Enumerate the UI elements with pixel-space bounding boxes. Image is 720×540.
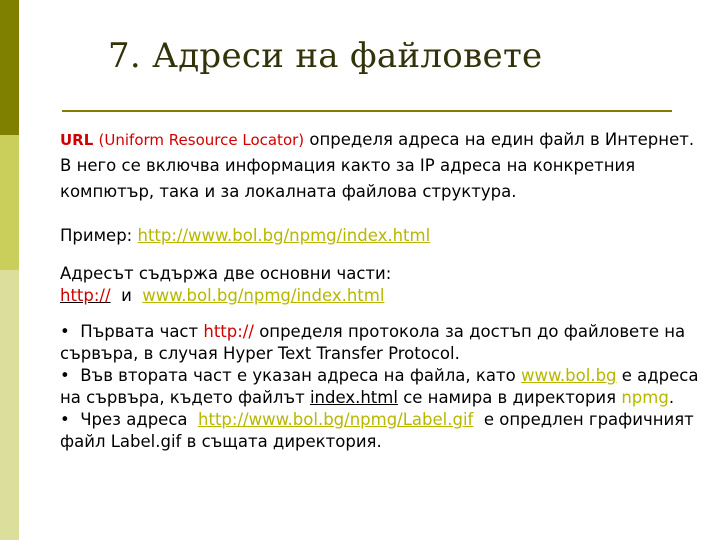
bullet2-dir: npmg: [621, 388, 669, 407]
example-label: Пример:: [60, 226, 133, 245]
list-item: [60, 321, 710, 365]
list-item: [60, 365, 710, 409]
parts-heading: Адресът съдържа две основни части:: [60, 264, 392, 283]
url-label: URL: [60, 131, 94, 149]
bullet3-post: е опредлен графичният файл Label.gif в същата директория.: [60, 410, 694, 451]
intro-paragraph: [60, 127, 710, 205]
bullet3-link[interactable]: http://www.bol.bg/npmg/Label.gif: [198, 410, 474, 429]
intro-text: определя адреса на един файл в Интернет. В него се включва информация както за IP адреса на конкретния компютър, така и за локалната файлова структура.: [60, 130, 695, 201]
sidebar-block-dark: [0, 0, 19, 135]
sidebar-block-mid: [0, 135, 19, 270]
bullet1-post: определя протокола за достъп до файловете на сървъра, в случая Hyper Text Transfer Protocol.: [60, 322, 686, 363]
bullet3-pre: Чрез адреса: [80, 410, 188, 429]
bullet2-pre: Във втората част е указан адреса на файла, като: [80, 366, 516, 385]
bullet1-pre: Първата част: [80, 322, 199, 341]
bullet2-end: .: [668, 388, 675, 407]
page-title: 7. Адреси на файловете: [108, 36, 543, 76]
bullet2-file: index.html: [309, 388, 398, 407]
sidebar-block-light: [0, 270, 19, 540]
parts-paragraph: [60, 263, 710, 307]
url-expansion: (Uniform Resource Locator): [98, 131, 305, 149]
bullet1-code: http://: [203, 322, 254, 341]
example-link[interactable]: http://www.bol.bg/npmg/index.html: [137, 226, 431, 245]
bullet2-mid2: се намира в директория: [403, 388, 617, 407]
slide-content: [60, 127, 710, 453]
bullet-list: [60, 321, 710, 453]
part2-link[interactable]: www.bol.bg/npmg/index.html: [142, 286, 385, 305]
example-paragraph: [60, 223, 710, 249]
bullet-marker: •: [60, 410, 70, 429]
bullet2-mid: е адреса на сървъра, където файлът: [60, 366, 699, 407]
title-divider: [62, 110, 672, 112]
bullet-marker: •: [60, 366, 70, 385]
part1-link[interactable]: http://: [60, 286, 111, 305]
bullet2-link[interactable]: www.bol.bg: [520, 366, 617, 385]
parts-conj: и: [121, 286, 132, 305]
sidebar-decoration: [0, 0, 19, 540]
list-item: [60, 409, 710, 453]
bullet-marker: •: [60, 322, 70, 341]
